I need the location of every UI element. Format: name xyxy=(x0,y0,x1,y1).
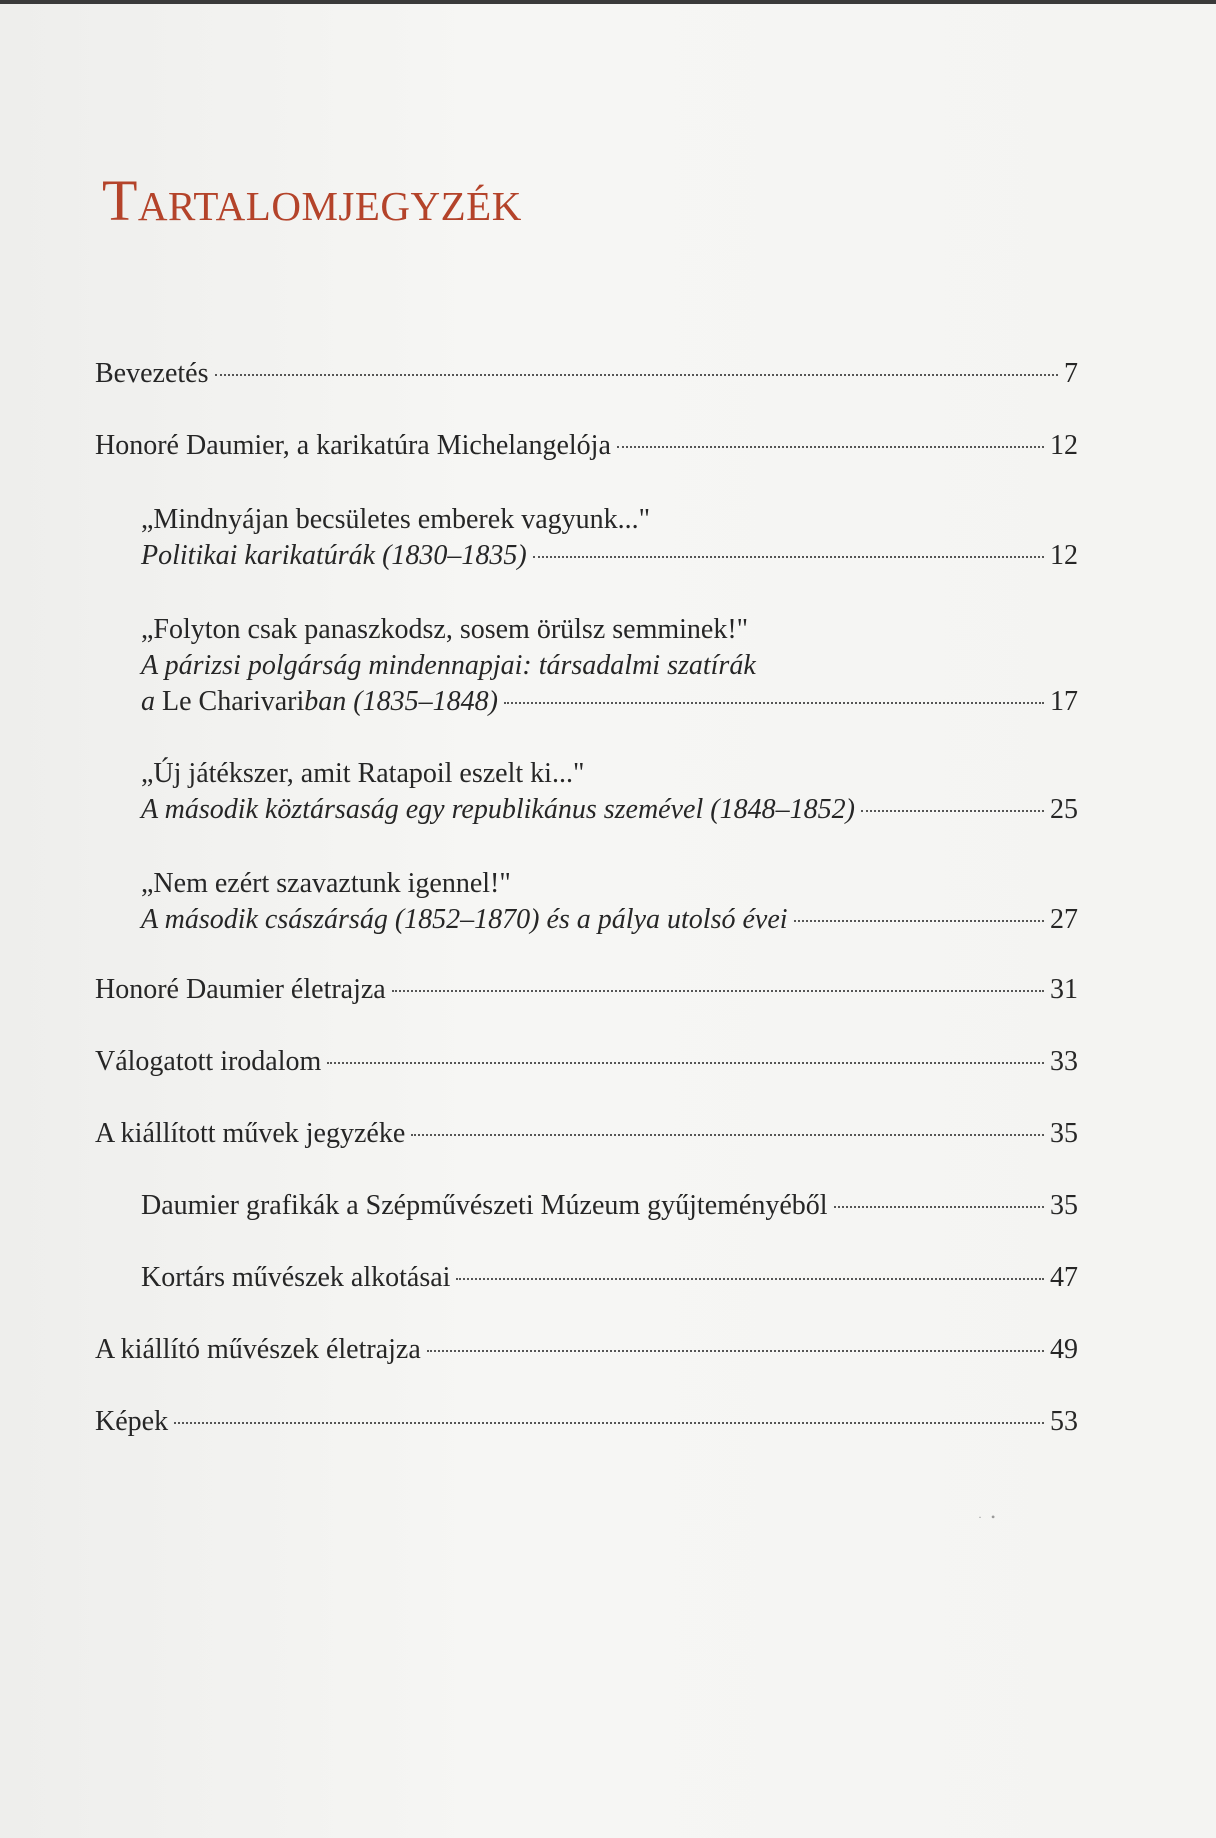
toc-entry-quote: „Új játékszer, amit Ratapoil eszelt ki..." xyxy=(141,758,585,789)
toc-page-number: 12 xyxy=(1050,430,1078,461)
toc-page-number: 49 xyxy=(1050,1334,1078,1365)
toc-page-number: 53 xyxy=(1050,1406,1078,1437)
toc-entry-masodik-koztarsasag[interactable] xyxy=(141,756,1078,828)
dot-leader xyxy=(794,920,1044,922)
toc-page-number: 35 xyxy=(1050,1118,1078,1149)
toc-entry-title: A kiállító művészek életrajza xyxy=(95,1334,421,1365)
toc-page-number: 47 xyxy=(1050,1262,1078,1293)
toc-entry-daumier-grafikak[interactable] xyxy=(141,1188,1078,1224)
toc-page-number: 33 xyxy=(1050,1046,1078,1077)
toc-page-number: 35 xyxy=(1050,1190,1078,1221)
toc-entry-subtitle: A párizsi polgárság mindennapjai: társadalmi szatírák xyxy=(141,650,756,681)
toc-entry-title: A második császárság (1852–1870) és a pálya utolsó évei xyxy=(141,904,788,935)
toc-page-number: 27 xyxy=(1050,904,1078,935)
toc-page-number: 25 xyxy=(1050,794,1078,825)
toc-entry-kepek[interactable] xyxy=(95,1404,1078,1440)
toc-entry-title: Politikai karikatúrák (1830–1835) xyxy=(141,540,527,571)
toc-entry-valogatott-irodalom[interactable] xyxy=(95,1044,1078,1080)
toc-entry-daumier-michelangelo[interactable] xyxy=(95,428,1078,464)
toc-entry-kortars-muveszek[interactable] xyxy=(141,1260,1078,1296)
toc-entry-kiallitott-muvek[interactable] xyxy=(95,1116,1078,1152)
toc-entry-daumier-eletrajza[interactable] xyxy=(95,972,1078,1008)
toc-entry-title: Daumier grafikák a Szépművészeti Múzeum gyűjteményéből xyxy=(141,1190,828,1221)
toc-page-number: 31 xyxy=(1050,974,1078,1005)
dot-leader xyxy=(861,810,1044,812)
toc-entry-title: Honoré Daumier, a karikatúra Michelangelója xyxy=(95,430,611,461)
toc-entry-title-part: a xyxy=(141,686,155,717)
dot-leader xyxy=(456,1278,1044,1280)
toc-entry-title: A második köztársaság egy republikánus szemével (1848–1852) xyxy=(141,794,855,825)
paper-speck: · • xyxy=(978,1510,996,1524)
toc-entry-title: Bevezetés xyxy=(95,358,209,389)
dot-leader xyxy=(427,1350,1044,1352)
toc-page-number: 7 xyxy=(1064,358,1078,389)
toc-entry-title: Kortárs művészek alkotásai xyxy=(141,1262,451,1293)
dot-leader xyxy=(504,702,1044,704)
dot-leader xyxy=(215,374,1059,376)
dot-leader xyxy=(617,446,1044,448)
toc-page-number: 12 xyxy=(1050,540,1078,571)
page-title: Tartalomjegyzék xyxy=(102,168,522,233)
toc-entry-masodik-csaszarsag[interactable] xyxy=(141,866,1078,938)
toc-entry-title: Honoré Daumier életrajza xyxy=(95,974,386,1005)
dot-leader xyxy=(533,556,1044,558)
dot-leader xyxy=(392,990,1044,992)
toc-entry-parizsi-polgarsag[interactable] xyxy=(141,612,1078,720)
toc-entry-title: Képek xyxy=(95,1406,169,1437)
toc-entry-quote: „Mindnyájan becsületes emberek vagyunk..." xyxy=(141,504,651,535)
dot-leader xyxy=(327,1062,1044,1064)
toc-entry-title-part: ban (1835–1848) xyxy=(304,686,498,717)
top-edge-rule xyxy=(0,0,1216,4)
dot-leader xyxy=(834,1206,1044,1208)
toc-entry-quote: „Folyton csak panaszkodsz, sosem örülsz semminek!" xyxy=(141,614,749,645)
toc-entry-title: Válogatott irodalom xyxy=(95,1046,322,1077)
toc-entry-journal-name: Le Charivari xyxy=(162,686,305,717)
toc-entry-bevezetes[interactable] xyxy=(95,356,1078,392)
toc-entry-kiallito-muveszek[interactable] xyxy=(95,1332,1078,1368)
toc-page-number: 17 xyxy=(1050,686,1078,717)
dot-leader xyxy=(411,1134,1044,1136)
dot-leader xyxy=(174,1422,1044,1424)
toc-entry-politikai-karikaturak[interactable] xyxy=(141,502,1078,574)
toc-entry-quote: „Nem ezért szavaztunk igennel!" xyxy=(141,868,511,899)
toc-entry-title: A kiállított művek jegyzéke xyxy=(95,1118,406,1149)
